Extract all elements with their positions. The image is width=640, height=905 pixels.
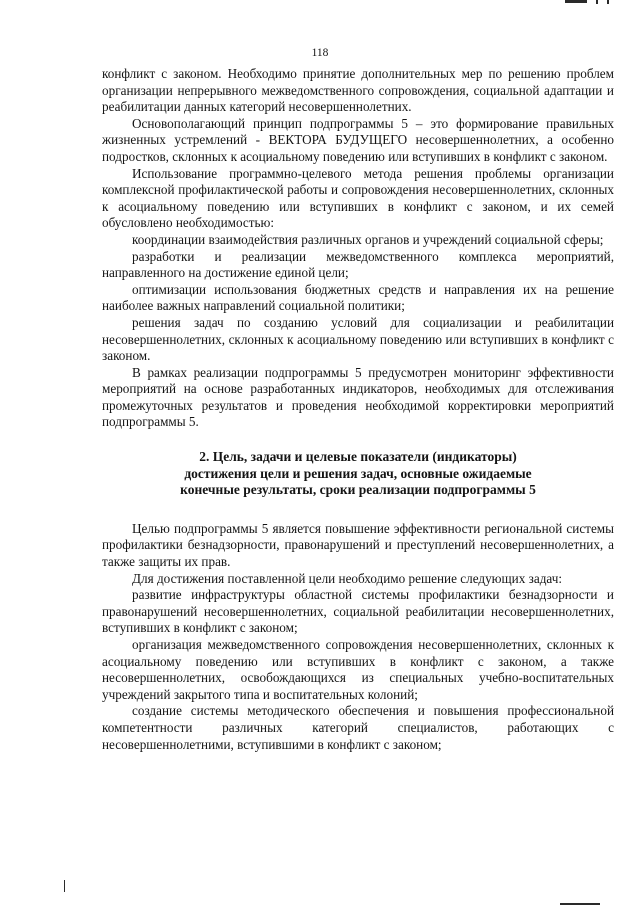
paragraph: В рамках реализации подпрограммы 5 предусмотрен мониторинг эффективности мероприятий на основе разработанных индикаторов, необходимых для отслеживания промежуточных результатов и проведения необходимой корректировки мероприятий подпрограммы 5.: [102, 364, 614, 430]
document-body: [102, 66, 614, 753]
scan-artifact-top-small-2: [607, 0, 609, 4]
section-heading-line: достижения цели и решения задач, основные ожидаемые: [184, 465, 532, 481]
scan-artifact-top: [565, 0, 587, 3]
list-item: создание системы методического обеспечения и повышения профессиональной компетентности различных категорий специалистов, работающих с несовершеннолетними, вступившими в конфликт с законом;: [102, 703, 614, 752]
paragraph: Целью подпрограммы 5 является повышение эффективности региональной системы профилактики безнадзорности, правонарушений и преступлений несовершеннолетних, а также защиты их прав.: [102, 520, 614, 570]
paragraph: Основополагающий принцип подпрограммы 5 – это формирование правильных жизненных устремлений - ВЕКТОРА БУДУЩЕГО несовершеннолетних, а особенно подростков, склонных к асоциальному поведению или вступивших в конфликт с законом.: [102, 115, 614, 164]
page-number: 118: [311, 47, 329, 59]
scan-artifact-top-small: [596, 0, 598, 4]
spacer: [102, 499, 614, 521]
paragraph: Использование программно-целевого метода решения проблемы организации комплексной профилактической работы и сопровождения несовершеннолетних, склонных к асоциальному поведению или вступивших в конфликт с законом, и их семей обусловлено необходимостью:: [102, 165, 614, 231]
list-item: развитие инфраструктуры областной системы профилактики безнадзорности и правонарушений несовершеннолетних, социальной реабилитации несовершеннолетних, вступивших в конфликт с законом;: [102, 587, 614, 636]
list-item: разработки и реализации межведомственного комплекса мероприятий, направленного на достижение единой цели;: [102, 248, 614, 281]
list-item: оптимизации использования бюджетных средств и направления их на решение наиболее важных направлений социальной политики;: [102, 281, 614, 314]
section-heading-line: конечные результаты, сроки реализации подпрограммы 5: [180, 482, 536, 498]
paragraph: Для достижения поставленной цели необходимо решение следующих задач:: [132, 570, 563, 586]
scan-artifact-left: [64, 880, 65, 892]
section-heading: [102, 449, 614, 499]
list-item: координации взаимодействия различных органов и учреждений социальной сферы;: [132, 231, 604, 247]
list-item: решения задач по созданию условий для социализации и реабилитации несовершеннолетних, склонных к асоциальному поведению или вступивших в конфликт с законом.: [102, 314, 614, 364]
paragraph: конфликт с законом. Необходимо принятие дополнительных мер по решению проблем организации непрерывного межведомственного сопровождения, социальной адаптации и реабилитации данных категорий несовершеннолетних.: [102, 66, 614, 115]
section-heading-line: 2. Цель, задачи и целевые показатели (индикаторы): [199, 449, 517, 465]
list-item: организация межведомственного сопровождения несовершеннолетних, склонных к асоциальному поведению или вступивших в конфликт с законом, а также несовершеннолетних, освобождающихся из специальных учебно-воспитательных учреждений закрытого типа и воспитательных колоний;: [102, 637, 614, 702]
